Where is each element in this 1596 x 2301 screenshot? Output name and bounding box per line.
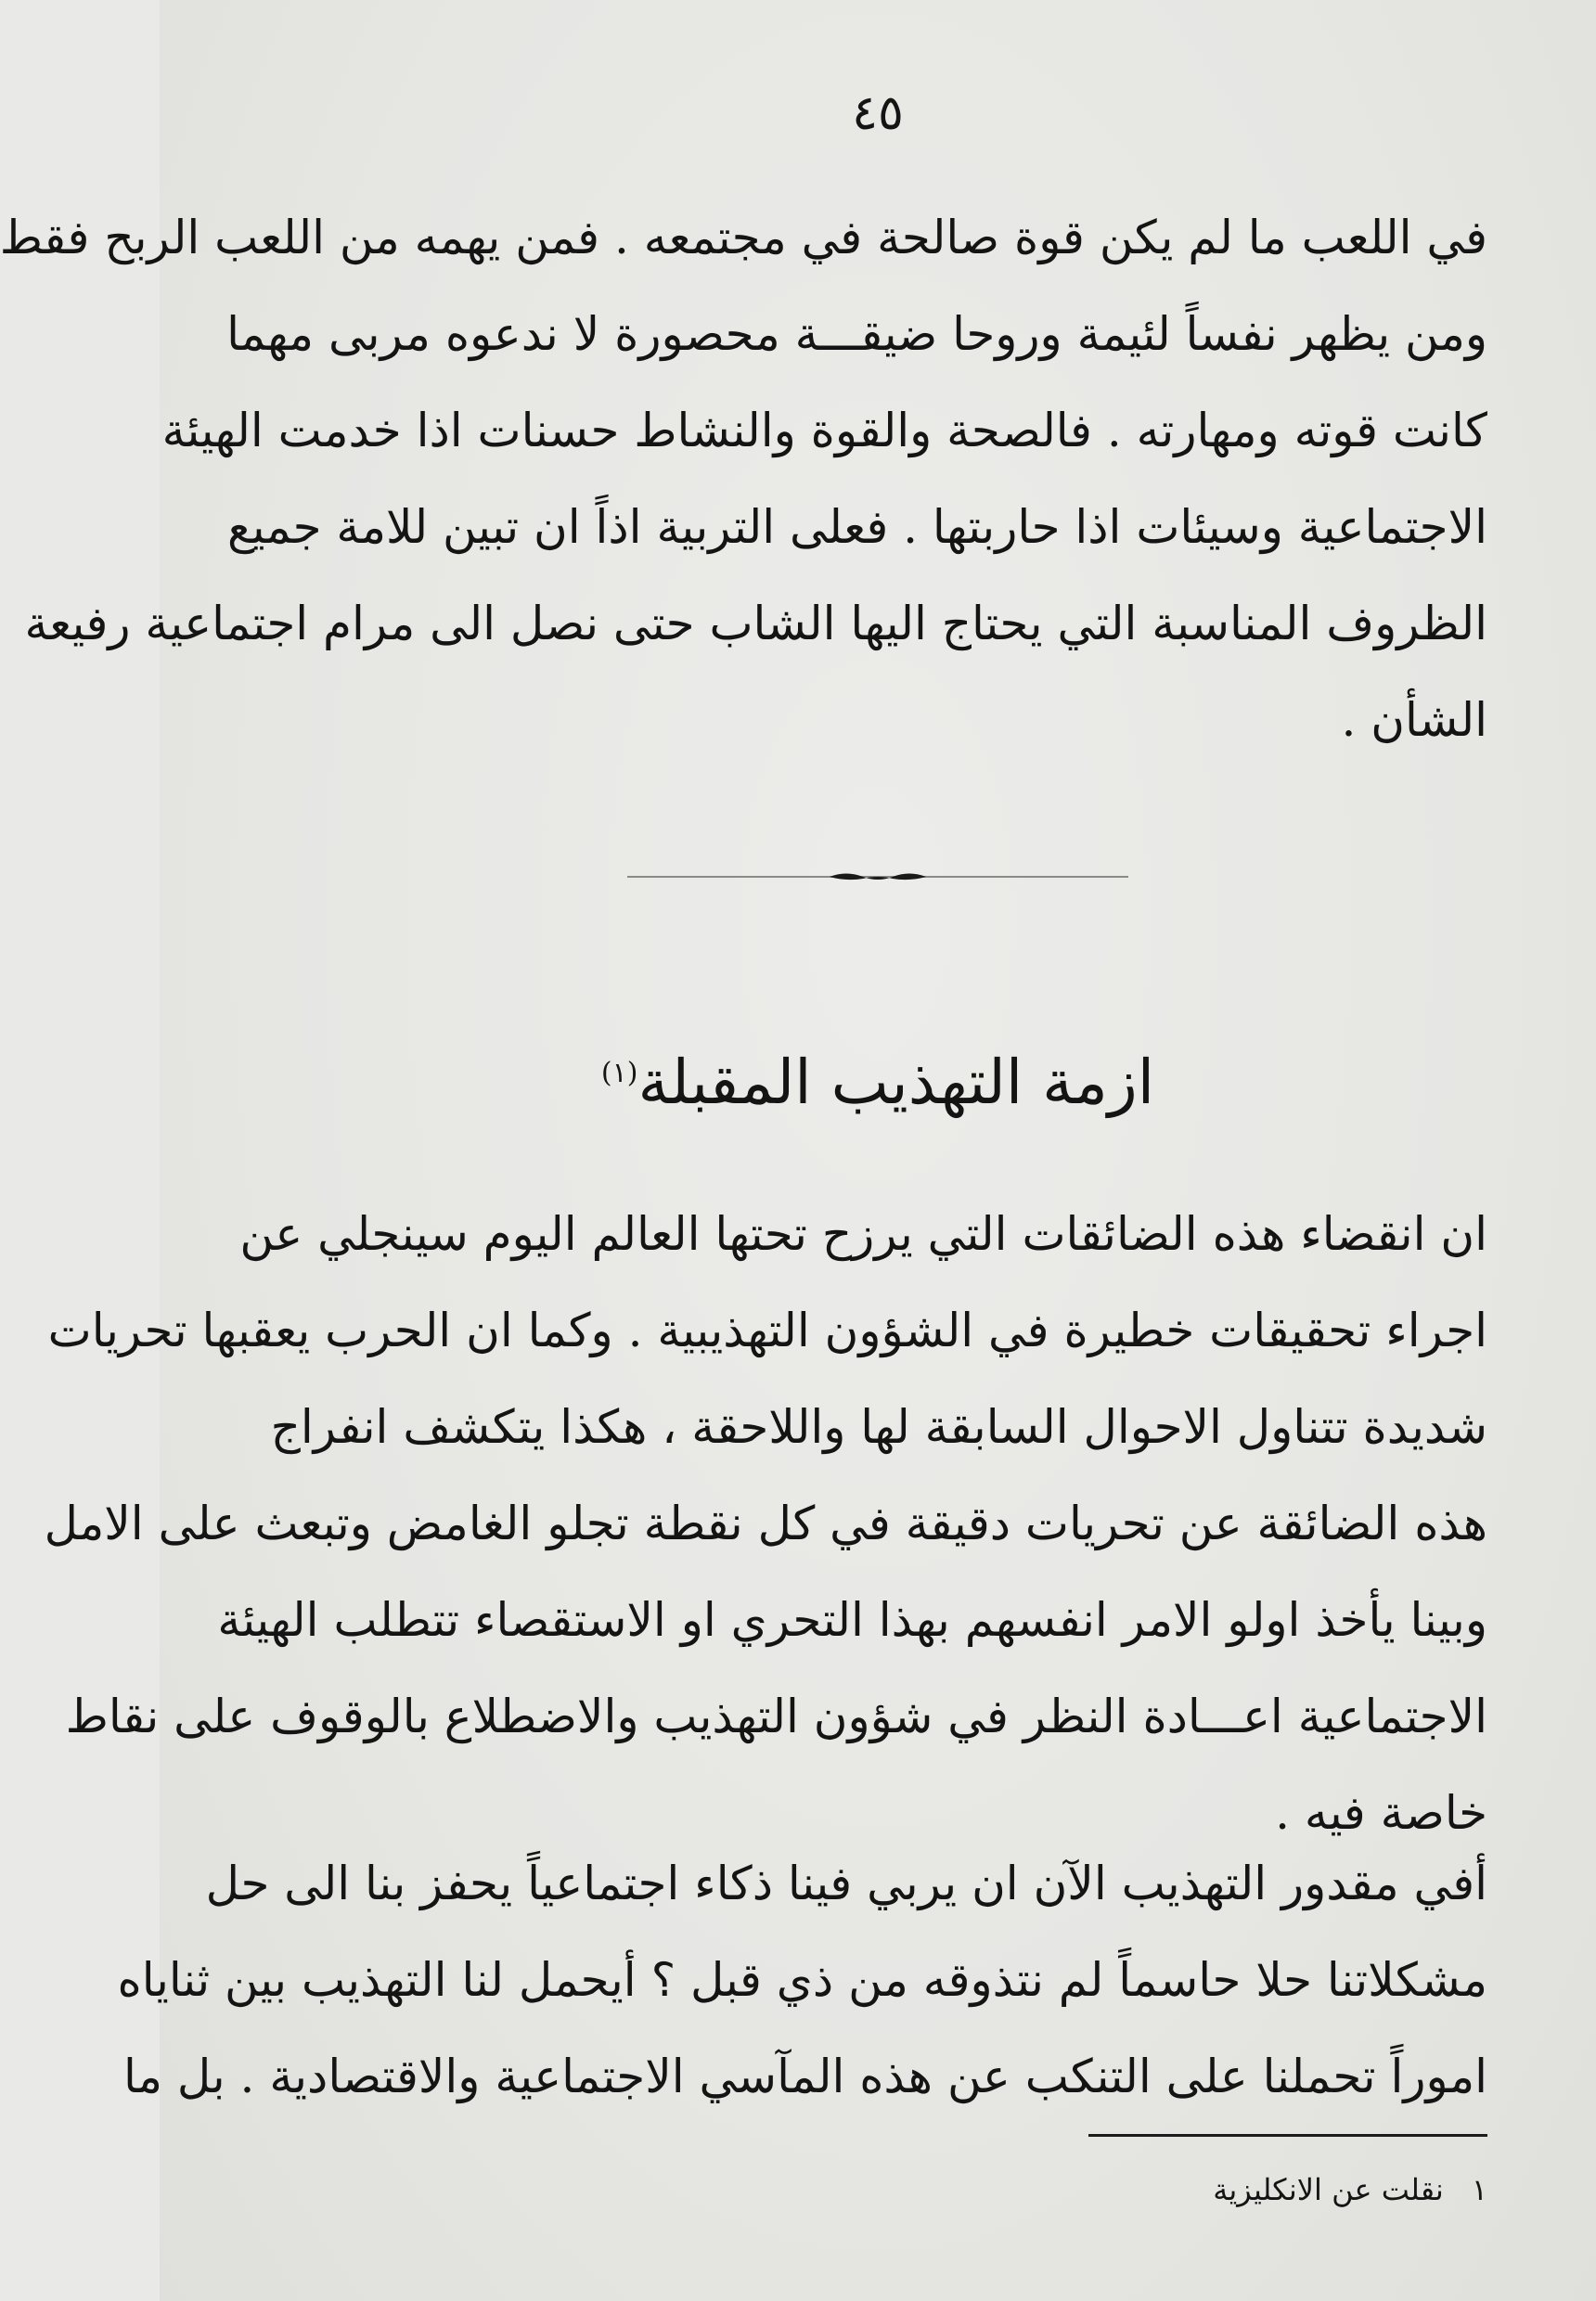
heading-footnote-ref: (١) bbox=[600, 1057, 638, 1089]
text-line: اموراً تحملنا على التنكب عن هذه المآسي الاجتماعية والاقتصادية . بل ما bbox=[122, 2050, 1487, 2103]
text-line: الاجتماعية اعـــادة النظر في شؤون التهذيب والاضطلاع بالوقوف على نقاط bbox=[65, 1690, 1487, 1743]
text-line: اجراء تحقيقات خطيرة في الشؤون التهذيبية . وكما ان الحرب يعقبها تحريات bbox=[47, 1304, 1487, 1357]
divider-ornament-icon bbox=[828, 870, 928, 883]
text-line: مشكلاتنا حلا حاسماً لم نتذوقه من ذي قبل ؟ أيحمل لنا التهذيب بين ثناياه bbox=[117, 1953, 1487, 2007]
footnote-rule bbox=[1088, 2134, 1487, 2137]
footnote-text: نقلت عن الانكليزية bbox=[1213, 2172, 1444, 2207]
text-line: ان انقضاء هذه الضائقات التي يرزح تحتها العالم اليوم سينجلي عن bbox=[239, 1207, 1487, 1261]
text-line: هذه الضائقة عن تحريات دقيقة في كل نقطة تجلو الغامض وتبعث على الامل bbox=[44, 1497, 1487, 1550]
footnote-number: ١ bbox=[1471, 2172, 1487, 2207]
text-line: كانت قوته ومهارته . فالصحة والقوة والنشاط حسنات اذا خدمت الهيئة bbox=[161, 404, 1487, 457]
page-number: ٤٥ bbox=[852, 85, 904, 141]
paragraph-1 bbox=[0, 189, 1487, 768]
text-line: الظروف المناسبة التي يحتاج اليها الشاب حتى نصل الى مرام اجتماعية رفيعة bbox=[24, 597, 1487, 650]
footnote bbox=[931, 2169, 1487, 2210]
text-line: شديدة تتناول الاحوال السابقة لها واللاحقة ، هكذا يتكشف انفراج bbox=[270, 1400, 1487, 1454]
section-heading bbox=[160, 1032, 1596, 1125]
text-line: أفي مقدور التهذيب الآن ان يربي فينا ذكاء اجتماعياً يحفز بنا الى حل bbox=[205, 1857, 1487, 1910]
text-line: الشأن . bbox=[1341, 693, 1487, 747]
text-line: في اللعب ما لم يكن قوة صالحة في مجتمعه . فمن يهمه من اللعب الربح فقط bbox=[0, 211, 1487, 264]
paragraph-2 bbox=[44, 1186, 1487, 1861]
heading-title: ازمة التهذيب المقبلة bbox=[637, 1047, 1155, 1118]
paragraph-3 bbox=[117, 1835, 1487, 2125]
text-line: وبينا يأخذ اولو الامر انفسهم بهذا التحري او الاستقصاء تتطلب الهيئة bbox=[217, 1593, 1487, 1647]
text-line: خاصة فيه . bbox=[1275, 1786, 1487, 1840]
text-line: الاجتماعية وسيئات اذا حاربتها . فعلى التربية اذاً ان تبين للامة جميع bbox=[227, 500, 1487, 554]
text-line: ومن يظهر نفساً لئيمة وروحا ضيقـــة محصورة لا ندعوه مربى مهما bbox=[226, 307, 1487, 361]
